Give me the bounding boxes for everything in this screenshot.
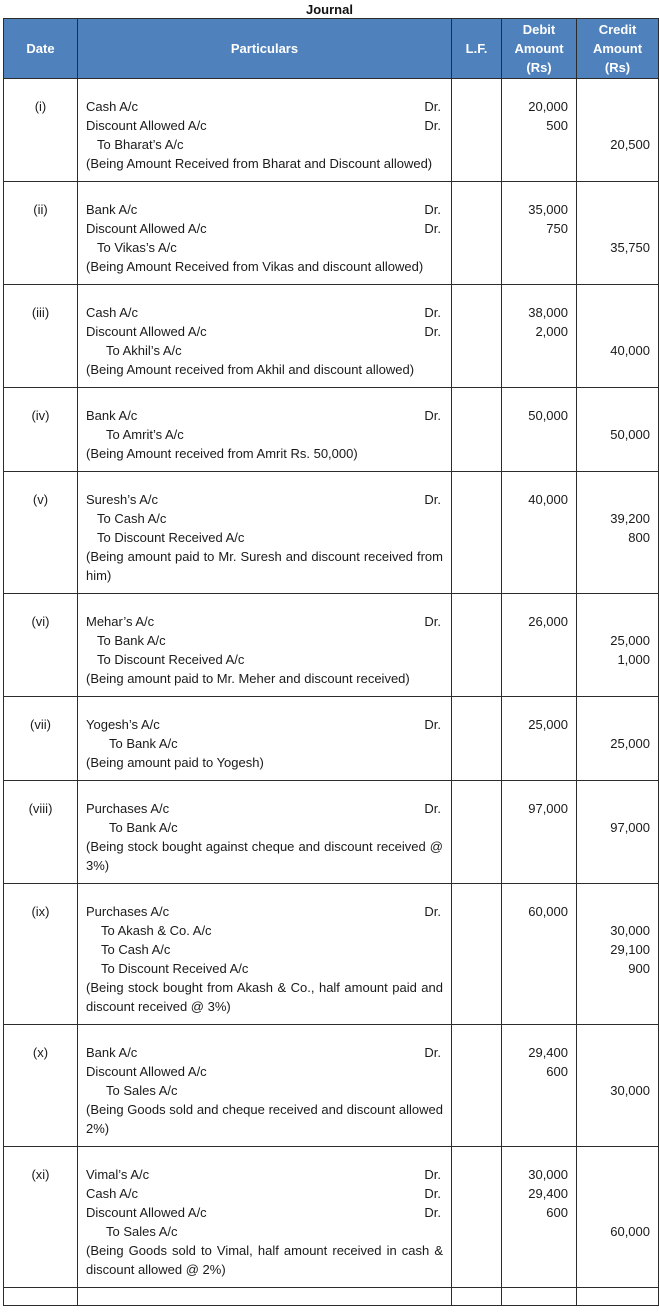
debit-amount [502, 238, 568, 257]
narration: (Being Amount Received from Vikas and discount allowed) [86, 259, 424, 274]
debit-amount: 750 [546, 221, 568, 236]
entry-lf [452, 388, 502, 472]
dr-marker: Dr. [424, 1167, 441, 1182]
account-name: To Discount Received A/c [97, 530, 245, 545]
debit-amount: 60,000 [528, 904, 568, 919]
account-name: Discount Allowed A/c [86, 118, 207, 133]
empty-cell [577, 1288, 659, 1306]
lf-header: L.F. [452, 19, 502, 79]
dr-marker [441, 238, 443, 257]
narration: (Being Goods sold to Vimal, half amount received in cash & discount allowed @ 2%) [86, 1243, 443, 1277]
debit-amount: 35,000 [528, 202, 568, 217]
account-name: Yogesh’s A/c [86, 717, 160, 732]
entry-debit [502, 884, 577, 1025]
dr-marker: Dr. [424, 202, 441, 217]
entry-debit [502, 388, 577, 472]
particular-line [86, 1184, 443, 1203]
credit-amount: 800 [628, 530, 650, 545]
particular-line [86, 650, 443, 669]
particular-line [86, 1203, 443, 1222]
particular-line [86, 1043, 443, 1062]
particular-line [86, 509, 443, 528]
narration: (Being Goods sold and cheque received and discount allowed 2%) [86, 1102, 443, 1136]
journal-table [3, 18, 659, 1306]
account-name: To Bank A/c [109, 820, 178, 835]
date-header: Date [4, 19, 78, 79]
entry-date: (vii) [4, 697, 78, 781]
account-name: Vimal’s A/c [86, 1167, 150, 1182]
particular-line [86, 902, 443, 921]
dr-marker: Dr. [424, 221, 441, 236]
entry-lf [452, 285, 502, 388]
debit-amount [502, 940, 568, 959]
entry-credit [577, 697, 659, 781]
particular-line [86, 406, 443, 425]
debit-amount: 25,000 [528, 717, 568, 732]
account-name: Cash A/c [86, 305, 139, 320]
entry-debit [502, 285, 577, 388]
entry-particulars [78, 388, 452, 472]
credit-header [577, 19, 659, 79]
account-name: To Akash & Co. A/c [101, 923, 212, 938]
narration: (Being stock bought from Akash & Co., half amount paid and discount received @ 3%) [86, 980, 443, 1014]
account-name: Bank A/c [86, 202, 138, 217]
credit-amount: 20,500 [610, 137, 650, 152]
dr-marker: Dr. [424, 118, 441, 133]
account-name: To Discount Received A/c [101, 961, 249, 976]
particular-line [86, 303, 443, 322]
entry-lf [452, 697, 502, 781]
entry-date: (x) [4, 1025, 78, 1147]
entry-credit [577, 884, 659, 1025]
credit-amount [577, 219, 650, 238]
dr-marker [441, 959, 443, 978]
debit-amount [502, 135, 568, 154]
debit-amount [502, 631, 568, 650]
entry-credit [577, 182, 659, 285]
particular-line [86, 200, 443, 219]
particular-line [86, 97, 443, 116]
entry-debit [502, 594, 577, 697]
particular-line [86, 715, 443, 734]
account-name: Discount Allowed A/c [86, 324, 207, 339]
credit-header-line: (Rs) [604, 60, 631, 75]
journal-title: Journal [306, 2, 353, 17]
entry-debit [502, 472, 577, 594]
entry-credit [577, 388, 659, 472]
entry-date: (iv) [4, 388, 78, 472]
journal-entry-row [4, 472, 659, 594]
particular-line [86, 238, 443, 257]
dr-marker [441, 1062, 443, 1081]
entry-credit [577, 781, 659, 884]
entry-date: (vi) [4, 594, 78, 697]
credit-amount [577, 1043, 650, 1062]
credit-amount [577, 97, 650, 116]
dr-marker [441, 940, 443, 959]
credit-amount [577, 322, 650, 341]
debit-amount [502, 341, 568, 360]
debit-amount: 29,400 [528, 1186, 568, 1201]
particular-line [86, 818, 443, 837]
empty-cell [502, 1288, 577, 1306]
debit-amount: 2,000 [535, 324, 568, 339]
credit-amount: 1,000 [617, 652, 650, 667]
debit-amount [502, 921, 568, 940]
entry-credit [577, 594, 659, 697]
debit-amount [502, 425, 568, 444]
entry-particulars [78, 1025, 452, 1147]
credit-amount [577, 715, 650, 734]
particular-line [86, 1165, 443, 1184]
debit-amount [502, 528, 568, 547]
credit-amount [577, 1165, 650, 1184]
particular-line [86, 219, 443, 238]
particular-line [86, 425, 443, 444]
credit-amount: 25,000 [610, 633, 650, 648]
particular-line [86, 940, 443, 959]
debit-amount [502, 650, 568, 669]
empty-cell [78, 1288, 452, 1306]
entry-lf [452, 79, 502, 182]
credit-amount: 30,000 [610, 923, 650, 938]
entry-credit [577, 79, 659, 182]
credit-amount: 29,100 [610, 942, 650, 957]
entry-date: (v) [4, 472, 78, 594]
narration: (Being Amount Received from Bharat and Discount allowed) [86, 156, 433, 171]
debit-amount: 40,000 [528, 492, 568, 507]
dr-marker [441, 528, 443, 547]
journal-entry-row [4, 182, 659, 285]
entry-credit [577, 472, 659, 594]
dr-marker [441, 135, 443, 154]
dr-marker [441, 1081, 443, 1100]
narration: (Being amount paid to Mr. Meher and discount received) [86, 671, 410, 686]
particulars-header: Particulars [78, 19, 452, 79]
credit-amount: 40,000 [610, 343, 650, 358]
entry-credit [577, 285, 659, 388]
entry-lf [452, 594, 502, 697]
account-name: To Bharat’s A/c [97, 137, 184, 152]
entry-date: (viii) [4, 781, 78, 884]
credit-amount [577, 1184, 650, 1203]
credit-amount: 60,000 [610, 1224, 650, 1239]
debit-header-line: Amount [514, 41, 564, 56]
account-name: To Cash A/c [97, 511, 167, 526]
account-name: To Bank A/c [97, 633, 166, 648]
journal-entry-row [4, 781, 659, 884]
account-name: To Bank A/c [109, 736, 178, 751]
empty-row [4, 1288, 659, 1306]
credit-amount: 900 [628, 961, 650, 976]
dr-marker [441, 818, 443, 837]
account-name: Purchases A/c [86, 801, 170, 816]
credit-amount [577, 799, 650, 818]
journal-entry-row [4, 594, 659, 697]
journal-entry-row [4, 79, 659, 182]
dr-marker [441, 341, 443, 360]
debit-amount: 97,000 [528, 801, 568, 816]
entry-lf [452, 472, 502, 594]
entry-date: (xi) [4, 1147, 78, 1288]
particular-line [86, 490, 443, 509]
dr-marker: Dr. [424, 1186, 441, 1201]
credit-amount: 25,000 [610, 736, 650, 751]
journal-entry-row [4, 697, 659, 781]
entry-lf [452, 1025, 502, 1147]
particular-line [86, 734, 443, 753]
debit-header-line: (Rs) [526, 60, 552, 75]
credit-amount: 97,000 [610, 820, 650, 835]
dr-marker [441, 425, 443, 444]
entry-particulars [78, 594, 452, 697]
credit-amount [577, 1062, 650, 1081]
entry-particulars [78, 1147, 452, 1288]
dr-marker: Dr. [424, 324, 441, 339]
dr-marker: Dr. [424, 717, 441, 732]
account-name: Suresh’s A/c [86, 492, 159, 507]
narration: (Being Amount received from Amrit Rs. 50,000) [86, 446, 358, 461]
credit-amount [577, 406, 650, 425]
account-name: To Akhil’s A/c [106, 343, 182, 358]
dr-marker [441, 1222, 443, 1241]
credit-header-line: Credit [598, 22, 637, 37]
particular-line [86, 959, 443, 978]
account-name: Cash A/c [86, 1186, 139, 1201]
dr-marker: Dr. [424, 614, 441, 629]
debit-amount [502, 1081, 568, 1100]
credit-amount: 50,000 [610, 427, 650, 442]
particular-line [86, 116, 443, 135]
dr-marker [441, 509, 443, 528]
entry-debit [502, 1025, 577, 1147]
debit-amount: 38,000 [528, 305, 568, 320]
account-name: Bank A/c [86, 1045, 138, 1060]
entry-debit [502, 697, 577, 781]
entry-debit [502, 1147, 577, 1288]
account-name: Bank A/c [86, 408, 138, 423]
dr-marker: Dr. [424, 305, 441, 320]
credit-amount [577, 303, 650, 322]
debit-amount [502, 818, 568, 837]
narration: (Being amount paid to Mr. Suresh and discount received from him) [86, 549, 443, 583]
dr-marker: Dr. [424, 1205, 441, 1220]
account-name: Cash A/c [86, 99, 139, 114]
account-name: Discount Allowed A/c [86, 221, 207, 236]
debit-amount: 30,000 [528, 1167, 568, 1182]
dr-marker: Dr. [424, 492, 441, 507]
entry-lf [452, 781, 502, 884]
credit-amount [577, 200, 650, 219]
narration: (Being stock bought against cheque and discount received @ 3%) [86, 839, 443, 873]
credit-amount: 30,000 [610, 1083, 650, 1098]
credit-amount: 39,200 [610, 511, 650, 526]
account-name: To Amrit’s A/c [106, 427, 184, 442]
journal-entry-row [4, 285, 659, 388]
particular-line [86, 135, 443, 154]
particular-line [86, 1081, 443, 1100]
dr-marker [441, 650, 443, 669]
dr-marker [441, 631, 443, 650]
credit-header-line: Amount [592, 41, 643, 56]
particular-line [86, 322, 443, 341]
debit-header-line: Debit [522, 22, 556, 37]
entry-date: (ix) [4, 884, 78, 1025]
account-name: To Cash A/c [101, 942, 171, 957]
dr-marker [441, 921, 443, 940]
credit-amount [577, 490, 650, 509]
account-name: To Vikas’s A/c [97, 240, 177, 255]
particular-line [86, 341, 443, 360]
entry-lf [452, 182, 502, 285]
entry-particulars [78, 182, 452, 285]
entry-particulars [78, 781, 452, 884]
entry-debit [502, 182, 577, 285]
debit-amount [502, 1222, 568, 1241]
entry-particulars [78, 285, 452, 388]
entry-credit [577, 1147, 659, 1288]
journal-entry-row [4, 1147, 659, 1288]
entry-date: (ii) [4, 182, 78, 285]
account-name: To Sales A/c [106, 1224, 178, 1239]
table-header-row [4, 19, 659, 79]
debit-header [502, 19, 577, 79]
narration: (Being amount paid to Yogesh) [86, 755, 264, 770]
entry-particulars [78, 697, 452, 781]
entry-lf [452, 1147, 502, 1288]
credit-amount [577, 902, 650, 921]
account-name: To Discount Received A/c [97, 652, 245, 667]
journal-entry-row [4, 388, 659, 472]
credit-amount [577, 612, 650, 631]
journal-entry-row [4, 1025, 659, 1147]
particular-line [86, 1062, 443, 1081]
empty-cell [452, 1288, 502, 1306]
dr-marker: Dr. [424, 99, 441, 114]
empty-cell [4, 1288, 78, 1306]
entry-credit [577, 1025, 659, 1147]
particular-line [86, 631, 443, 650]
dr-marker: Dr. [424, 801, 441, 816]
journal-body [4, 79, 659, 1306]
debit-amount: 500 [546, 118, 568, 133]
account-name: Discount Allowed A/c [86, 1064, 207, 1079]
journal-entry-row [4, 884, 659, 1025]
account-name: Discount Allowed A/c [86, 1205, 207, 1220]
debit-amount: 600 [546, 1205, 568, 1220]
dr-marker [441, 734, 443, 753]
entry-lf [452, 884, 502, 1025]
dr-marker: Dr. [424, 904, 441, 919]
debit-amount: 600 [546, 1064, 568, 1079]
entry-date: (i) [4, 79, 78, 182]
entry-debit [502, 79, 577, 182]
debit-amount: 26,000 [528, 614, 568, 629]
entry-particulars [78, 472, 452, 594]
entry-particulars [78, 884, 452, 1025]
account-name: Mehar’s A/c [86, 614, 155, 629]
debit-amount [502, 959, 568, 978]
entry-date: (iii) [4, 285, 78, 388]
dr-marker: Dr. [424, 1045, 441, 1060]
credit-amount: 35,750 [610, 240, 650, 255]
debit-amount: 29,400 [528, 1045, 568, 1060]
particular-line [86, 799, 443, 818]
credit-amount [577, 1203, 650, 1222]
debit-amount: 50,000 [528, 408, 568, 423]
credit-amount [577, 116, 650, 135]
debit-amount: 20,000 [528, 99, 568, 114]
particular-line [86, 921, 443, 940]
account-name: Purchases A/c [86, 904, 170, 919]
particular-line [86, 528, 443, 547]
particular-line [86, 612, 443, 631]
entry-particulars [78, 79, 452, 182]
dr-marker: Dr. [424, 408, 441, 423]
debit-amount [502, 734, 568, 753]
debit-amount [502, 509, 568, 528]
particular-line [86, 1222, 443, 1241]
account-name: To Sales A/c [106, 1083, 178, 1098]
entry-debit [502, 781, 577, 884]
narration: (Being Amount received from Akhil and discount allowed) [86, 362, 415, 377]
